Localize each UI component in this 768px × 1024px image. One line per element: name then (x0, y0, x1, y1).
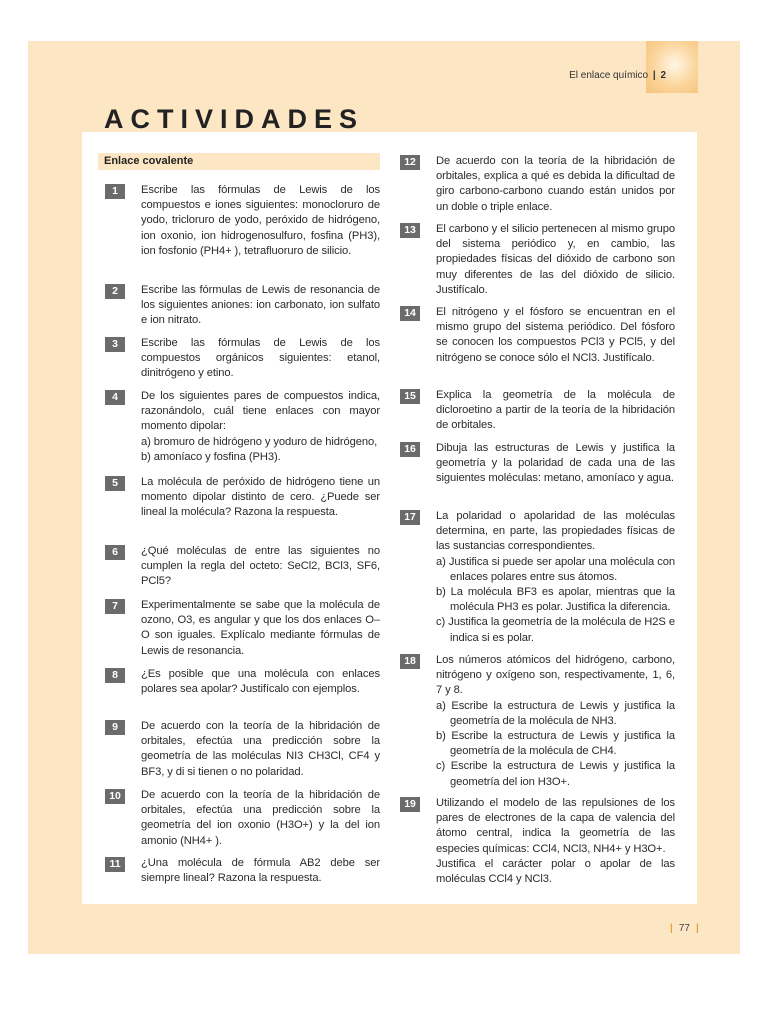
activity-text: Explica la geometría de la molécula de dicloroetino a partir de la teoría de la hibridación de orbitales. (436, 389, 675, 432)
activity-number: 10 (105, 789, 125, 804)
activity-17 (404, 509, 675, 646)
activity-text: Escribe las fórmulas de Lewis de los compuestos e iones siguientes: monocloruro de yodo, tricloruro de yodo, peróxido de hidrógeno, ion oxonio, ion hidrogenosulfuro, fosfina (PH3), ion fosfonio (PH4+ ), tetrafluoruro de silicio. (141, 184, 380, 257)
activity-number: 16 (400, 442, 420, 457)
activity-subitem: a) bromuro de hidrógeno y yoduro de hidrógeno, (141, 435, 378, 448)
activity-9 (112, 719, 380, 780)
activity-number: 3 (105, 337, 125, 352)
activity-text: De acuerdo con la teoría de la hibridación de orbitales, efectúa una predicción sobre la geometría de las moléculas NI3 CH3Cl, CF4 y BF3, y di si tienen o no polaridad. (141, 720, 380, 778)
activity-subitem: c) Escribe la estructura de Lewis y justifica la geometría del ion H3O+. (436, 760, 675, 788)
activity-number: 18 (400, 654, 420, 669)
activity-8 (112, 667, 380, 697)
activity-text: De los siguientes pares de compuestos indica, razonándolo, cuál tiene enlaces con mayor momento dipolar: (141, 390, 380, 433)
activity-text: Escribe las fórmulas de Lewis de resonancia de los siguientes aniones: ion carbonato, ion sulfato e ion nitrato. (141, 284, 380, 327)
activity-16 (404, 441, 675, 487)
activity-number: 8 (105, 668, 125, 683)
activity-text: La polaridad o apolaridad de las moléculas determina, en parte, las propiedades físicas de las sustancias correspondientes. (436, 510, 675, 553)
page-title: ACTIVIDADES (104, 104, 365, 134)
activity-subitem: c) Justifica la geometría de la molécula de H2S e indica si es polar. (436, 616, 675, 644)
header-separator: | (652, 70, 656, 81)
activity-number: 11 (105, 857, 125, 872)
activity-subitem: Justifica el carácter polar o apolar de las moléculas CCl4 y NCl3. (436, 857, 675, 886)
activity-text: De acuerdo con la teoría de la hibridación de orbitales, explica a qué es debida la dificultad de giro carbono-carbono cuando están unidos por un doble o triple enlace. (436, 155, 675, 213)
activity-subitem: a) Escribe la estructura de Lewis y justifica la geometría de la molécula de NH3. (436, 699, 675, 727)
activity-text: De acuerdo con la teoría de la hibridación de orbitales, efectúa una predicción sobre la geometría del ion oxonio (H3O+) y la del ion amonio (NH4+ ). (141, 789, 380, 847)
page-number: 77 (678, 923, 690, 934)
activity-number: 2 (105, 284, 125, 299)
activity-4 (112, 389, 380, 465)
activity-12 (404, 154, 675, 215)
activity-text: El carbono y el silicio pertenecen al mismo grupo del sistema periódico y, en cambio, las propiedades físicas del dióxido de carbono son muy diferentes de las del dióxido de silicio. Justifícalo. (436, 223, 675, 296)
activity-subitem: b) Escribe la estructura de Lewis y justifica la geometría de la molécula de CH4. (436, 730, 675, 758)
section-heading: Enlace covalente (98, 153, 380, 170)
activity-number: 5 (105, 476, 125, 491)
chapter-label: El enlace químico (569, 70, 649, 81)
activity-text: Utilizando el modelo de las repulsiones de los pares de electrones de la capa de valencia del átomo central, indica la geometría de las especies químicas: CCl4, NCl3, NH4+ y H3O+. (436, 797, 675, 855)
activity-text: El nitrógeno y el fósforo se encuentran en el mismo grupo del sistema periódico. Del fósforo se conocen los compuestos PCl3 y PCl5, y del nitrógeno se conoce sólo el NCl3. Justifícalo. (436, 306, 675, 364)
activity-subitem: a) Justifica si puede ser apolar una molécula con enlaces polares entre sus átomos. (436, 555, 675, 583)
activity-number: 12 (400, 155, 420, 170)
activity-subitem: b) La molécula BF3 es apolar, mientras que la molécula PH3 es polar. Justifica la diferencia. (436, 586, 675, 614)
activity-1 (112, 183, 380, 259)
activity-15 (404, 388, 675, 434)
footer-bar-left: | (670, 923, 673, 934)
activity-number: 6 (105, 545, 125, 560)
activity-number: 7 (105, 599, 125, 614)
running-header (569, 70, 666, 81)
activity-text: La molécula de peróxido de hidrógeno tiene un momento dipolar distinto de cero. ¿Puede ser lineal la molécula? Razona la respuesta. (141, 476, 380, 519)
activity-text: Escribe las fórmulas de Lewis de los compuestos orgánicos siguientes: etanol, dinitrógeno y etino. (141, 337, 380, 380)
activity-text: ¿Es posible que una molécula con enlaces polares sea apolar? Justifícalo con ejemplos. (141, 668, 380, 696)
activity-10 (109, 788, 380, 849)
corner-decoration (646, 41, 698, 93)
activity-number: 17 (400, 510, 420, 525)
activity-6 (112, 544, 380, 590)
activity-2 (112, 283, 380, 329)
activity-number: 4 (105, 390, 125, 405)
activity-number: 13 (400, 223, 420, 238)
activity-14 (404, 305, 675, 366)
activity-text: Dibuja las estructuras de Lewis y justifica la geometría y la polaridad de cada una de las siguientes moléculas: metano, amoníaco y agua. (436, 442, 675, 485)
activity-7 (112, 598, 380, 659)
activity-text: ¿Qué moléculas de entre las siguientes no cumplen la regla del octeto: SeCl2, BCl3, SF6, PCl5? (141, 545, 380, 588)
page-footer (664, 923, 705, 934)
footer-bar-right: | (695, 923, 699, 934)
chapter-number: 2 (660, 70, 666, 81)
activity-number: 19 (400, 797, 420, 812)
activity-13 (404, 222, 675, 298)
activity-11 (109, 856, 380, 886)
activity-5 (112, 475, 380, 521)
activity-18 (404, 653, 675, 790)
activity-number: 15 (400, 389, 420, 404)
activity-3 (112, 336, 380, 382)
activity-number: 14 (400, 306, 420, 321)
activity-text: Los números atómicos del hidrógeno, carbono, nitrógeno y oxígeno son, respectivamente, 1, 6, 7 y 8. (436, 654, 675, 697)
activity-subitem: b) amoníaco y fosfina (PH3). (141, 450, 281, 463)
activity-text: ¿Una molécula de fórmula AB2 debe ser siempre lineal? Razona la respuesta. (141, 857, 380, 885)
activity-number: 9 (105, 720, 125, 735)
activity-19 (404, 796, 675, 887)
activity-text: Experimentalmente se sabe que la molécula de ozono, O3, es angular y que los dos enlaces O–O son iguales. Explícalo mediante fórmulas de Lewis de resonancia. (141, 599, 380, 657)
activity-number: 1 (105, 184, 125, 199)
